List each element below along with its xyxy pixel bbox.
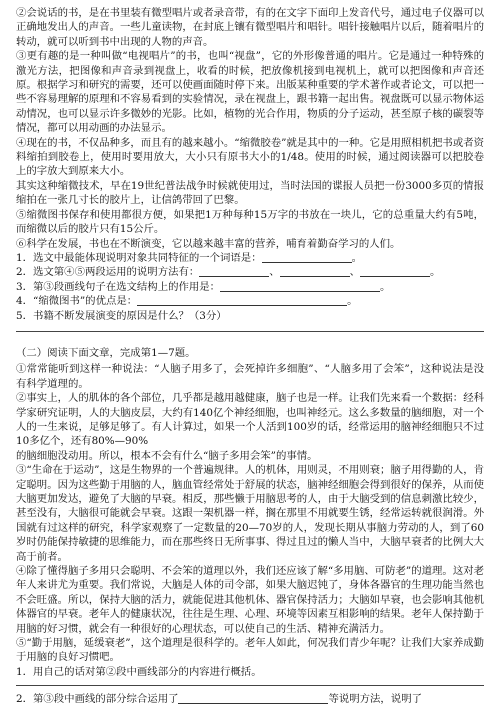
passage-one-paragraph-4: ④现在的书，不仅品种多，而且有的越来越小。“缩微胶卷”就是其中的一种。它是用照相机把书或者资料缩拍到胶卷上，使用时要用放大，大小只有原书大小的1/48。使用的时候，通过阅读器可以把胶卷上的字放大到原来大小。 <box>16 136 484 178</box>
passage-two-paragraph-2-cont: 的脑细胞没动用。所以，根本不会有什么“脑子多用会笨”的事情。 <box>16 449 318 462</box>
question-5 <box>16 309 484 323</box>
passage-two-paragraph-3: ③“生命在于运动”，这是生物界的一个普遍规律。人的机体，用则灵，不用则衰；脑子用得勤的人，肯定聪明。因为这些勤于用脑的人，脑血管经常处于舒展的状态，脑神经细胞会得到很好的保养，从而使大脑更加发达，避免了大脑的早衰。相反，那些懒于用脑思考的人，由于大脑受到的信息刺激比较少，甚至没有，大脑很可能就会早衰。这跟一架机器一样，搁在那里不用就要生锈，经常运转就很润滑。外国就有过这样的研究，科学家观察了一定数量的20—70岁的人，发现长期从事脑力劳动的人，到了60岁时仍能保持敏捷的思维能力，而在那些终日无所事事、得过且过的懒人当中，大脑早衰者的比例大大高于前者。 <box>16 464 484 563</box>
section-two-title: （二）阅读下面文章，完成第1—7题。 <box>16 346 196 359</box>
question-2-text: 2．选文第④⑤两段运用的说明方法有： <box>16 266 200 279</box>
passage-two-paragraph-4: ④除了懂得脑子多用只会聪明、不会笨的道理以外，我们还应该了解“多用脑、可防老”的道理。这对老年人来讲尤为重要。我们常说，大脑是人体的司令部，如果大脑迟钝了，身体各器官的生理功能当然也不会旺盛。所以，保持大脑的活力，就能促进其他机体、器官保持活力；大脑如早衰，也会影响其他机体器官的早衰。老年人的健康状况，往往是生理、心理、环境等因素互相影响的结果。老年人保持勤于用脑的好习惯，就会有一种很好的心理状态，可以使自己的生活、精神充满活力。 <box>16 565 484 635</box>
question-3-text: 3．第③段画线句子在选文结构上的作用是： <box>16 280 221 293</box>
passage-one <box>16 6 484 251</box>
answer-blank[interactable] <box>262 252 352 263</box>
passage-one-questions <box>16 251 484 332</box>
question-2-2-text-cont: 等说明方法，说明了 <box>328 693 422 706</box>
answer-blank[interactable] <box>360 266 430 277</box>
passage-two-questions <box>16 665 484 707</box>
passage-one-paragraph-6: ⑥科学在发展，书也在不断演变，它以越来越丰富的营养，哺育着勤奋学习的人们。 <box>16 237 401 250</box>
question-4: 4．“缩微图书”的优点是： 。 <box>16 295 358 308</box>
question-2: 2．选文第④⑤两段运用的说明方法有： 、 、 。 <box>16 266 441 279</box>
question-2-1 <box>16 665 484 679</box>
question-1: 1．选文中最能体现说明对象共同特征的一个词语是： 。 <box>16 251 362 264</box>
answer-blank[interactable] <box>137 295 347 306</box>
question-4-text: 4．“缩微图书”的优点是： <box>16 295 138 308</box>
question-2-2 <box>16 692 484 706</box>
passage-one-paragraph-3: ③更有趣的是一种叫做“电视唱片”的书，也叫“视盘”，它的外形像普通的唱片。它是通过一种特殊的激光方法，把图像和声音录到视盘上，收看的时候，把放像机接到电视机上，就可以把图像和声音还原。根据学习和研究的需要，还可以使画面随时停下来。出版某种重要的学术著作或者论文，可以把一些不容易理解的原理和不容易看到的实验情况，录在视盘上，跟书籍一起出售。视盘既可以显示物体运动情况，也可以显示许多微妙的光影。比如，植物的光合作用，物质的分子运动，甚至原子核的碳裂等情况，都可以用动画的办法显示。 <box>16 50 484 135</box>
answer-blank[interactable] <box>199 266 269 277</box>
question-2-2-text: 2．第③段中画线的部分综合运用了 <box>16 693 179 706</box>
passage-one-paragraph-5: ⑤缩微图书保存和使用都很方便，如果把1万种每种15万字的书放在一块儿，它的总重量大约有5吨，而缩微以后的胶片只有15公斤。 <box>16 208 484 236</box>
answer-blank[interactable] <box>178 693 328 704</box>
question-3: 3．第③段画线句子在选文结构上的作用是： 。 <box>16 280 391 293</box>
passage-two <box>16 346 484 665</box>
answer-line[interactable] <box>16 331 484 332</box>
passage-one-paragraph-2: ②会说话的书，是在书里装有微型唱片或者录音带，有的在文字下面印上发音代号，通过电子仪器可以正确地发出人的声音。一些儿童读物，在封底上镶有微型唱片和唱针。唱针接触唱片以后，随着唱片的转动，就可以听到书中出现的人物的声音。 <box>16 7 484 48</box>
answer-line[interactable] <box>16 685 484 686</box>
answer-blank[interactable] <box>220 281 380 292</box>
question-2-1-text: 1．用自己的话对第②段中画线部分的内容进行概括。 <box>16 665 262 678</box>
question-1-text: 1．选文中最能体现说明对象共同特征的一个词语是： <box>16 251 262 264</box>
answer-blank[interactable] <box>280 266 350 277</box>
question-5-text: 5．书籍不断发展演变的原因是什么？（3分） <box>16 309 227 322</box>
passage-two-paragraph-2: ②事实上，人的肌体的各个部位，几乎都是越用越健康，脑子也是一样。让我们先来看一个数据：经科学家研究证明，人的大脑皮层，大约有140亿个神经细胞，也叫神经元。这么多数量的脑细胞，对一个人的一生来说，足够足够了。有人计算过，如果一个人活到100岁的话，经常运用的脑神经细胞只不过10多亿个，还有80%—90% <box>16 392 484 448</box>
passage-two-paragraph-1: ①常常能听到这样一种说法：“人脑子用多了，会死掉许多细胞”、“人脑多用了会笨”，这种说法是没有科学道理的。 <box>16 363 484 390</box>
passage-two-paragraph-5: ⑤“勤于用脑，延缓衰老”，这个道理是很科学的。老年人如此，何况我们青少年呢？让我们大家养成勤于用脑的良好习惯吧。 <box>16 637 484 664</box>
passage-one-paragraph-4-cont: 其实这种缩微技术，早在19世纪普法战争时候就使用过，当时法国的谍报人员把一份3000多页的情报缩拍在一张几寸长的胶片上，让信鸽带回了巴黎。 <box>16 179 484 207</box>
